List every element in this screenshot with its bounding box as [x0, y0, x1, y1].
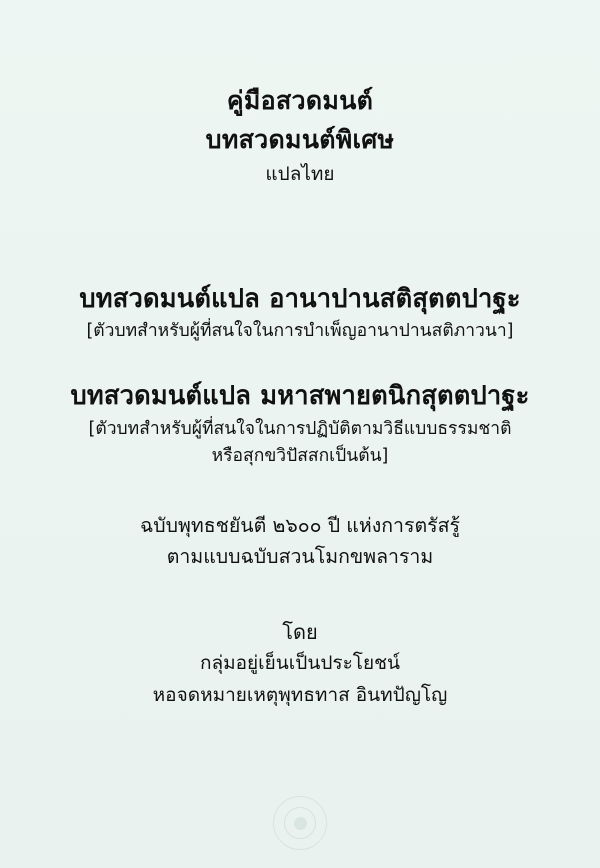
publisher-line-2: หอจดหมายเหตุพุทธทาส อินทปัญโญ	[152, 683, 448, 706]
section-2-note-line-2: หรือสุกขวิปัสสกเป็นต้น]	[211, 445, 389, 466]
section-2-heading: บทสวดมนต์แปล มหาสพายตนิกสุตตปาฐะ	[70, 381, 530, 412]
title-line-2: บทสวดมนต์พิเศษ	[205, 124, 395, 154]
publisher-line-1: กลุ่มอยู่เย็นเป็นประโยชน์	[199, 652, 401, 675]
lotus-emblem-icon	[273, 796, 327, 850]
title-line-1: คู่มือสวดมนต์	[226, 86, 374, 115]
title-line-3: แปลไทย	[265, 162, 335, 185]
section-1-note: [ตัวบทสำหรับผู้ที่สนใจในการบำเพ็ญอานาปานสติภาวนา]	[86, 321, 514, 342]
edition-line-1: ฉบับพุทธชยันตี ๒๖๐๐ ปี แห่งการตรัสรู้	[140, 513, 460, 537]
emblem-core-icon	[294, 817, 307, 830]
section-2-note-line-1: [ตัวบทสำหรับผู้ที่สนใจในการปฏิบัติตามวิธีแบบธรรมชาติ	[88, 418, 512, 439]
edition-line-2: ตามแบบฉบับสวนโมกขพลาราม	[166, 545, 434, 569]
section-1-heading: บทสวดมนต์แปล อานาปานสติสุตตปาฐะ	[79, 284, 521, 314]
byline-label: โดย	[282, 620, 318, 645]
